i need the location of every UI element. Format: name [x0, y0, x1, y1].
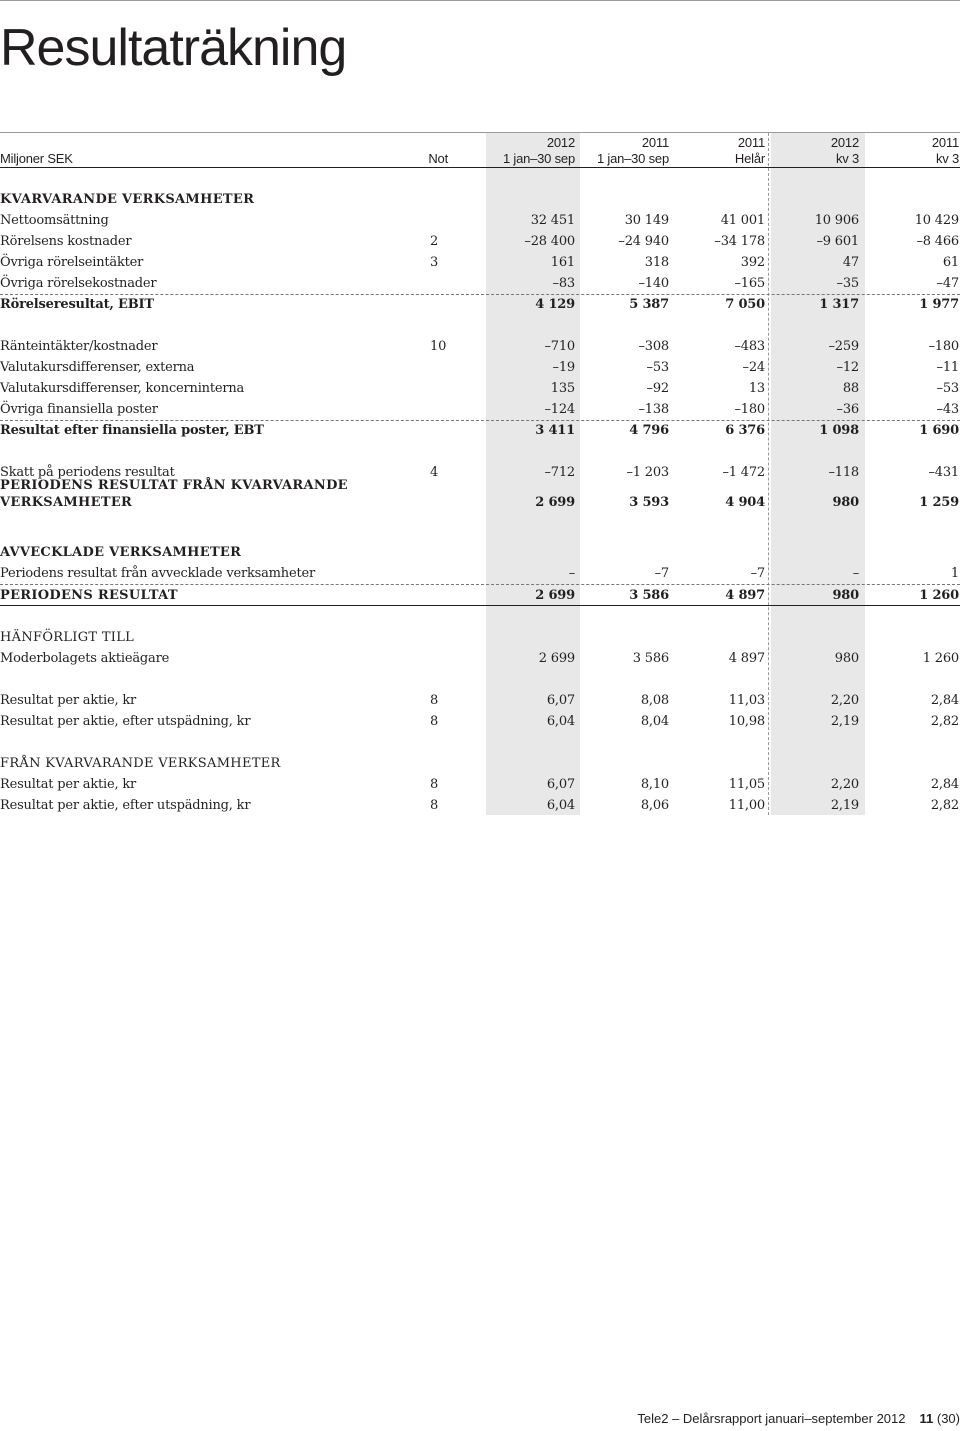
row-label: AVVECKLADE VERKSAMHETER	[0, 545, 242, 560]
row-value: 2,84	[930, 693, 959, 708]
row-label: Resultat per aktie, efter utspädning, kr	[0, 798, 251, 813]
row-value: –36	[836, 402, 859, 417]
row-label: Moderbolagets aktieägare	[0, 651, 170, 666]
row-value: –710	[544, 339, 575, 354]
row-value: –11	[936, 360, 959, 375]
table-rule	[0, 584, 960, 585]
row-label: PERIODENS RESULTAT FRÅN KVARVARANDE	[0, 478, 348, 493]
row-note: 8	[430, 693, 439, 708]
row-value: 4 897	[728, 651, 765, 666]
row-value: –12	[836, 360, 859, 375]
row-note: 8	[430, 714, 439, 729]
row-value: –712	[544, 465, 575, 480]
row-value: 47	[842, 255, 859, 270]
row-value: 11,00	[728, 798, 765, 813]
row-value: –92	[646, 381, 669, 396]
table-rule	[0, 167, 960, 168]
row-value: 4 796	[629, 423, 669, 438]
row-value: –8 466	[916, 234, 959, 249]
row-value: 10 429	[914, 213, 959, 228]
row-note: 4	[430, 465, 439, 480]
row-label: Ränteintäkter/kostnader	[0, 339, 158, 354]
header-col-period: kv 3	[935, 151, 959, 166]
row-value: –43	[936, 402, 959, 417]
row-note: 3	[430, 255, 439, 270]
row-value: 2,19	[830, 798, 859, 813]
row-value: –34 178	[714, 234, 765, 249]
header-col-year: 2012	[546, 135, 575, 150]
row-label: Valutakursdifferenser, koncerninterna	[0, 381, 245, 396]
row-value: 4 904	[725, 495, 765, 510]
row-value: 8,04	[640, 714, 669, 729]
row-label: Valutakursdifferenser, externa	[0, 360, 195, 375]
row-note: 10	[430, 339, 447, 354]
row-value: –483	[734, 339, 765, 354]
row-label-cont: VERKSAMHETER	[0, 495, 133, 510]
row-label: Nettoomsättning	[0, 213, 109, 228]
row-value: –	[568, 566, 575, 581]
row-value: 13	[748, 381, 765, 396]
row-value: 2 699	[535, 495, 575, 510]
row-label: Rörelsens kostnader	[0, 234, 132, 249]
row-value: 4 129	[535, 297, 575, 312]
row-value: –140	[638, 276, 669, 291]
page-number: 11	[919, 1411, 934, 1426]
row-value: –19	[552, 360, 575, 375]
page-total: (30)	[936, 1411, 960, 1426]
header-col-period: 1 jan–30 sep	[502, 151, 575, 166]
row-value: 10,98	[728, 714, 765, 729]
row-value: 6,04	[546, 798, 575, 813]
row-label: Periodens resultat från avvecklade verksamheter	[0, 566, 315, 581]
row-value: 2,19	[830, 714, 859, 729]
row-value: 30 149	[624, 213, 669, 228]
row-value: 161	[550, 255, 575, 270]
row-value: –180	[928, 339, 959, 354]
row-value: 11,05	[728, 777, 765, 792]
header-col-year: 2011	[737, 135, 765, 150]
row-value: –7	[750, 566, 765, 581]
row-value: –308	[638, 339, 669, 354]
row-value: 61	[942, 255, 959, 270]
row-value: 6,04	[546, 714, 575, 729]
row-label: PERIODENS RESULTAT	[0, 588, 178, 603]
row-value: 2,20	[830, 777, 859, 792]
row-value: –24	[742, 360, 765, 375]
row-label: Skatt på periodens resultat	[0, 465, 175, 480]
row-value: –28 400	[524, 234, 575, 249]
row-value: –53	[646, 360, 669, 375]
row-value: –138	[638, 402, 669, 417]
row-value: 2,82	[930, 714, 959, 729]
row-value: –83	[552, 276, 575, 291]
row-value: 2,82	[930, 798, 959, 813]
header-label: Miljoner SEK	[0, 151, 73, 166]
row-value: 88	[842, 381, 859, 396]
row-label: Resultat per aktie, kr	[0, 777, 137, 792]
row-value: 1	[950, 566, 959, 581]
header-note: Not	[428, 151, 448, 166]
page-title: Resultaträkning	[0, 19, 347, 77]
row-value: 2 699	[535, 588, 575, 603]
row-value: –7	[654, 566, 669, 581]
row-value: 1 260	[919, 588, 959, 603]
row-label: Rörelseresultat, EBIT	[0, 297, 154, 312]
row-value: 7 050	[725, 297, 765, 312]
row-note: 8	[430, 777, 439, 792]
row-label: Övriga rörelsekostnader	[0, 276, 157, 291]
row-value: 2,20	[830, 693, 859, 708]
header-col-year: 2011	[931, 135, 959, 150]
row-value: 6,07	[546, 777, 575, 792]
row-value: 41 001	[720, 213, 765, 228]
row-value: 3 586	[632, 651, 669, 666]
row-value: 8,10	[640, 777, 669, 792]
row-value: 10 906	[814, 213, 859, 228]
row-label: Resultat efter finansiella poster, EBT	[0, 423, 264, 438]
header-col-year: 2011	[641, 135, 669, 150]
row-label: Resultat per aktie, efter utspädning, kr	[0, 714, 251, 729]
row-value: 392	[740, 255, 765, 270]
row-value: 1 977	[919, 297, 959, 312]
row-value: 8,08	[640, 693, 669, 708]
row-value: 5 387	[629, 297, 669, 312]
row-value: –124	[544, 402, 575, 417]
row-label: Resultat per aktie, kr	[0, 693, 137, 708]
row-value: 2,84	[930, 777, 959, 792]
row-value: 1 317	[819, 297, 859, 312]
row-value: 980	[834, 651, 859, 666]
row-label: Övriga finansiella poster	[0, 402, 158, 417]
table-rule	[0, 132, 960, 133]
row-value: –47	[936, 276, 959, 291]
row-value: 4 897	[725, 588, 765, 603]
row-value: 11,03	[728, 693, 765, 708]
row-value: 8,06	[640, 798, 669, 813]
row-label: Övriga rörelseintäkter	[0, 255, 144, 270]
row-value: 3 593	[629, 495, 669, 510]
row-value: –35	[836, 276, 859, 291]
row-label: KVARVARANDE VERKSAMHETER	[0, 192, 255, 207]
page-footer	[560, 1410, 960, 1428]
header-col-period: Helår	[734, 151, 765, 166]
row-value: 135	[550, 381, 575, 396]
row-value: –259	[828, 339, 859, 354]
header-col-year: 2012	[830, 135, 859, 150]
row-value: 32 451	[530, 213, 575, 228]
row-note: 2	[430, 234, 439, 249]
row-value: 980	[832, 495, 859, 510]
row-value: 3 586	[629, 588, 669, 603]
top-rule	[0, 0, 960, 1]
row-value: –180	[734, 402, 765, 417]
row-value: 980	[832, 588, 859, 603]
row-value: 6,07	[546, 693, 575, 708]
row-value: –118	[828, 465, 859, 480]
row-value: –1 472	[722, 465, 765, 480]
row-label: FRÅN KVARVARANDE VERKSAMHETER	[0, 756, 281, 771]
row-value: 1 260	[922, 651, 959, 666]
row-value: 6 376	[725, 423, 765, 438]
header-col-period: kv 3	[835, 151, 859, 166]
row-note: 8	[430, 798, 439, 813]
header-col-period: 1 jan–30 sep	[596, 151, 669, 166]
row-label: HÄNFÖRLIGT TILL	[0, 630, 135, 645]
row-value: –1 203	[626, 465, 669, 480]
footer-text: Tele2 – Delårsrapport januari–september 2012	[637, 1411, 906, 1426]
row-value: –165	[734, 276, 765, 291]
row-value: –431	[928, 465, 959, 480]
row-value: 1 259	[919, 495, 959, 510]
row-value: –9 601	[816, 234, 859, 249]
row-value: –	[852, 566, 859, 581]
row-value: 1 098	[819, 423, 859, 438]
row-value: 2 699	[538, 651, 575, 666]
row-value: –53	[936, 381, 959, 396]
row-value: 1 690	[919, 423, 959, 438]
row-value: 3 411	[535, 423, 575, 438]
row-value: –24 940	[618, 234, 669, 249]
row-value: 318	[644, 255, 669, 270]
